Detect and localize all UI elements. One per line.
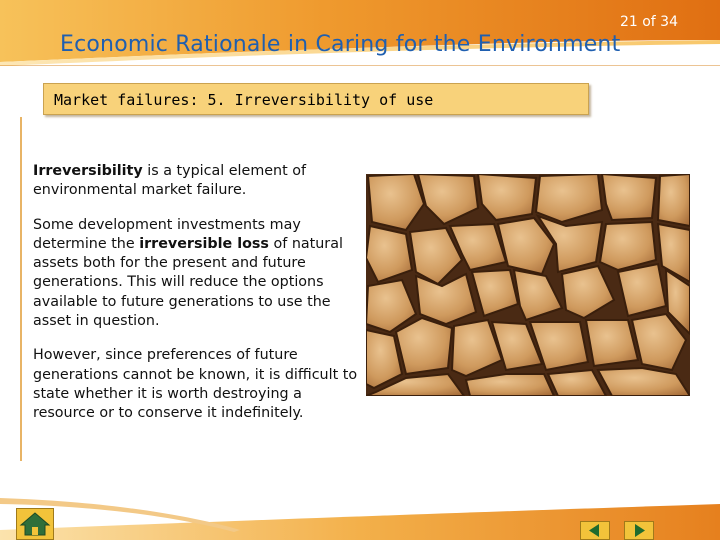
paragraph-1-text: is a typical element of environmental market failure. bbox=[33, 163, 307, 199]
previous-slide-button[interactable] bbox=[580, 521, 610, 540]
page-indicator: 21 of 34 bbox=[619, 14, 678, 30]
slide-footer bbox=[0, 490, 720, 540]
subtitle-text: Market failures: 5. Irreversibility of use bbox=[54, 91, 434, 109]
paragraph-3: However, since preferences of future generations cannot be known, it is difficult to state whether it is worth destroying a resource or to conserve it indefinitely. bbox=[33, 347, 358, 422]
paragraph-2 bbox=[33, 216, 368, 332]
home-icon bbox=[17, 509, 53, 539]
slide-title: Economic Rationale in Caring for the Environment bbox=[60, 32, 621, 57]
footer-swoosh bbox=[0, 490, 720, 540]
home-button[interactable] bbox=[16, 508, 54, 540]
term-irreversibility: Irreversibility bbox=[33, 163, 143, 179]
left-accent-rule bbox=[20, 117, 22, 461]
arrow-right-icon bbox=[625, 522, 653, 539]
paragraph-2-start: Some development investments may determine the bbox=[33, 216, 301, 252]
next-slide-button[interactable] bbox=[624, 521, 654, 540]
slide-header bbox=[0, 0, 720, 66]
term-irreversible-loss: irreversible loss bbox=[139, 235, 269, 252]
body-text bbox=[33, 162, 368, 439]
arrow-left-icon bbox=[581, 522, 609, 539]
cracked-earth-illustration bbox=[366, 174, 690, 396]
paragraph-2-end: of natural assets both for the present and future generations. This will reduce the options available to future generations to use the asset in question. bbox=[33, 235, 343, 330]
subtitle-box bbox=[43, 83, 589, 115]
cracked-earth-photo bbox=[366, 174, 690, 396]
paragraph-1 bbox=[33, 162, 368, 201]
